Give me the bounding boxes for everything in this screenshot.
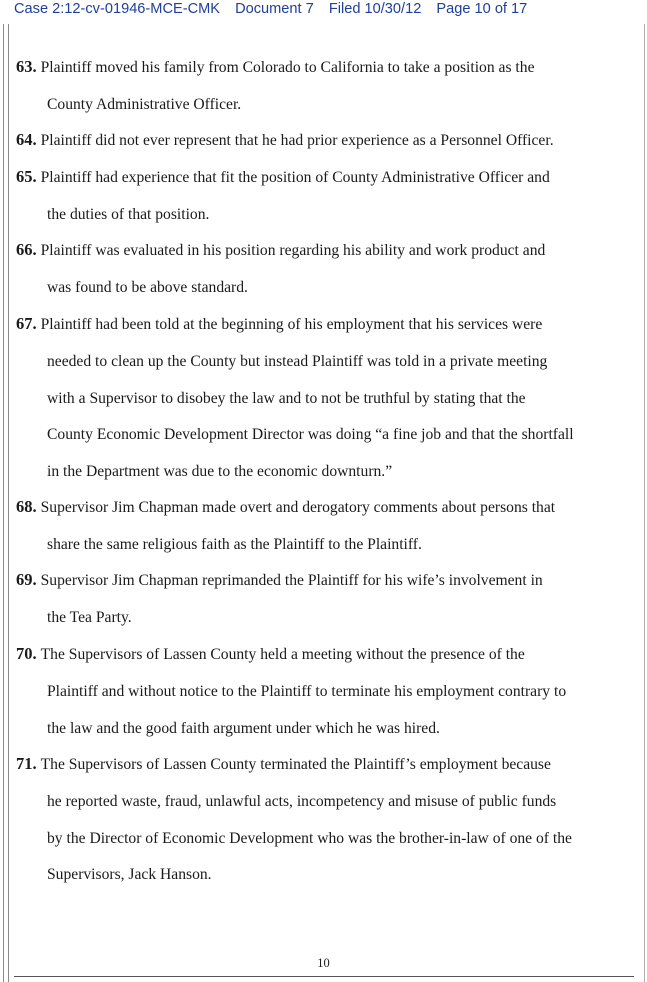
paragraph-number: 66. (16, 240, 37, 259)
case-header (14, 1, 527, 17)
paragraph-line: share the same religious faith as the Plaintiff to the Plaintiff. (47, 535, 422, 553)
filed-date: Filed 10/30/12 (328, 1, 422, 17)
line-text: Supervisor Jim Chapman made overt and derogatory comments about persons that (40, 499, 556, 516)
line-text: The Supervisors of Lassen County held a meeting without the presence of the (40, 646, 525, 663)
page-indicator: Page 10 of 17 (436, 1, 528, 17)
paragraph-71 (16, 746, 644, 894)
paragraph-number: 64. (16, 130, 37, 149)
line-text: Plaintiff had been told at the beginning of his employment that his services were (40, 316, 543, 333)
paragraph-line: with a Supervisor to disobey the law and to not be truthful by stating that the (47, 389, 526, 407)
paragraph-line: Plaintiff and without notice to the Plaintiff to terminate his employment contrary to (47, 682, 567, 700)
paragraph-line: he reported waste, fraud, unlawful acts, incompetency and misuse of public funds (47, 792, 557, 810)
paragraph-66 (16, 232, 644, 307)
paragraph-67 (16, 306, 644, 491)
paragraph-line (16, 636, 644, 674)
paragraph-line: in the Department was due to the economic downturn.” (47, 463, 393, 481)
line-text: Plaintiff did not ever represent that he had prior experience as a Personnel Officer. (40, 132, 554, 149)
paragraph-number: 67. (16, 314, 37, 333)
paragraph-63 (16, 49, 644, 124)
paragraph-70 (16, 636, 644, 747)
paragraph-line (16, 306, 644, 344)
paragraph-line: by the Director of Economic Development who was the brother-in-law of one of the (47, 829, 572, 847)
right-margin-rule (644, 24, 645, 982)
line-text: The Supervisors of Lassen County terminated the Plaintiff’s employment because (40, 756, 551, 773)
paragraph-line: needed to clean up the County but instead Plaintiff was told in a private meeting (47, 352, 548, 370)
line-text: Supervisor Jim Chapman reprimanded the Plaintiff for his wife’s involvement in (40, 572, 543, 589)
paragraph-line (16, 122, 644, 160)
paragraph-line (16, 159, 644, 197)
bottom-rule (14, 976, 634, 977)
paragraph-65 (16, 159, 644, 234)
document-number: Document 7 (235, 1, 314, 17)
paragraph-number: 70. (16, 644, 37, 663)
paragraph-line: County Economic Development Director was doing “a fine job and that the shortfall (47, 426, 574, 444)
line-text: Plaintiff had experience that fit the position of County Administrative Officer and (40, 169, 550, 186)
paragraph-64 (16, 122, 644, 160)
paragraph-number: 63. (16, 57, 37, 76)
paragraph-line: the law and the good faith argument under which he was hired. (47, 719, 440, 737)
paragraph-number: 65. (16, 167, 37, 186)
paragraph-line: was found to be above standard. (47, 278, 248, 296)
paragraph-line: Supervisors, Jack Hanson. (47, 866, 212, 884)
paragraph-number: 68. (16, 497, 37, 516)
case-number: Case 2:12-cv-01946-MCE-CMK (14, 1, 221, 17)
left-margin-rule (3, 24, 4, 982)
paragraph-line (16, 746, 644, 784)
paragraph-line: the Tea Party. (47, 608, 132, 626)
paragraph-line (16, 562, 644, 600)
page-number: 10 (317, 956, 330, 970)
paragraph-number: 71. (16, 754, 37, 773)
paragraph-number: 69. (16, 570, 37, 589)
paragraph-line (16, 489, 644, 527)
paragraph-line: the duties of that position. (47, 205, 210, 223)
line-text: Plaintiff was evaluated in his position regarding his ability and work product and (40, 242, 546, 259)
left-margin-rule-inner (8, 24, 9, 982)
paragraph-68 (16, 489, 644, 564)
paragraph-line (16, 49, 644, 87)
line-text: Plaintiff moved his family from Colorado to California to take a position as the (40, 59, 535, 76)
paragraph-line: County Administrative Officer. (47, 95, 242, 113)
paragraph-line (16, 232, 644, 270)
paragraph-69 (16, 562, 644, 637)
